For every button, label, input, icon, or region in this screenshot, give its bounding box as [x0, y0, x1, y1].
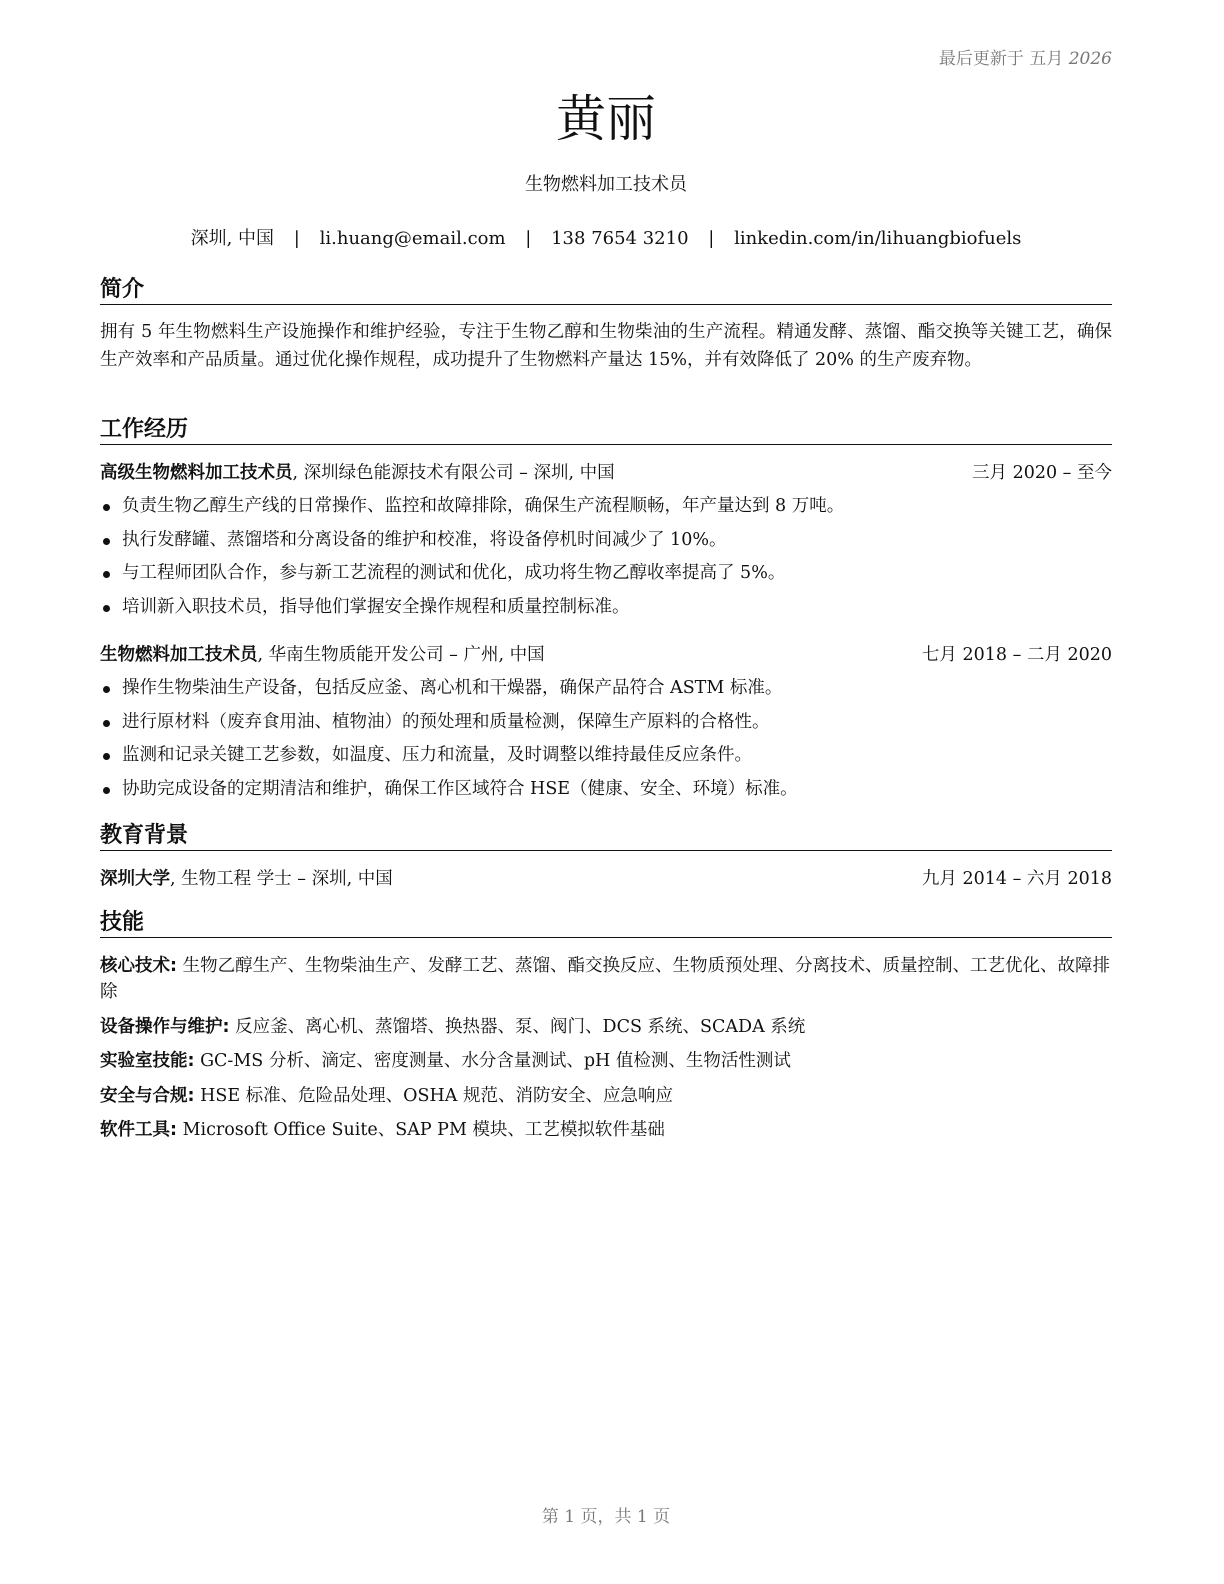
skill-value: 反应釜、离心机、蒸馏塔、换热器、泵、阀门、DCS 系统、SCADA 系统 — [229, 1016, 806, 1037]
job-header — [100, 460, 1112, 486]
job-entry — [100, 460, 1112, 624]
last-updated-prefix: 最后更新于 五月 — [938, 49, 1064, 69]
education-section — [100, 822, 1112, 892]
contact-separator: | — [293, 228, 300, 249]
contact-linkedin-link[interactable]: linkedin.com/in/lihuangbiofuels — [734, 228, 1022, 249]
contact-location: 深圳, 中国 — [190, 228, 275, 249]
summary-section — [100, 276, 1112, 374]
job-bullet: 执行发酵罐、蒸馏塔和分离设备的维护和校准，将设备停机时间减少了 10%。 — [100, 524, 1112, 558]
contact-email-link[interactable]: li.huang@email.com — [319, 228, 506, 249]
experience-section — [100, 416, 1112, 806]
contact-separator: | — [708, 228, 715, 249]
summary-text: 拥有 5 年生物燃料生产设施操作和维护经验，专注于生物乙醇和生物柴油的生产流程。精通发酵、蒸馏、酯交换等关键工艺，确保生产效率和产品质量。通过优化操作规程，成功提升了生物燃料产量达 15%，并有效降低了 20% 的生产废弃物。 — [100, 322, 1112, 370]
skills-list — [100, 953, 1112, 1143]
skill-value: 生物乙醇生产、生物柴油生产、发酵工艺、蒸馏、酯交换反应、生物质预处理、分离技术、质量控制、工艺优化、故障排除 — [100, 956, 1111, 1002]
skill-row — [100, 1048, 1112, 1074]
skill-label: 设备操作与维护: — [100, 1016, 230, 1037]
job-bullet: 进行原材料（废弃食用油、植物油）的预处理和质量检测，保障生产原料的合格性。 — [100, 706, 1112, 740]
skills-section — [100, 909, 1112, 1152]
skill-label: 实验室技能: — [100, 1051, 195, 1071]
section-title-experience: 工作经历 — [100, 416, 1112, 445]
job-bullet: 负责生物乙醇生产线的日常操作、监控和故障排除，确保生产流程顺畅，年产量达到 8 万吨。 — [100, 490, 1112, 524]
section-title-summary: 简介 — [100, 276, 1112, 305]
last-updated — [939, 44, 1112, 69]
job-bullet: 培训新入职技术员，指导他们掌握安全操作规程和质量控制标准。 — [100, 591, 1112, 625]
job-org: , 深圳绿色能源技术有限公司 – 深圳, 中国 — [292, 463, 615, 483]
education-school: 深圳大学 — [100, 869, 170, 889]
candidate-name: 黄丽 — [556, 90, 656, 148]
skill-value: HSE 标准、危险品处理、OSHA 规范、消防安全、应急响应 — [194, 1085, 673, 1106]
education-detail: , 生物工程 学士 – 深圳, 中国 — [170, 869, 393, 889]
education-dates: 九月 2014 – 六月 2018 — [921, 869, 1112, 889]
skill-row — [100, 1014, 1112, 1040]
contact-separator: | — [525, 228, 532, 249]
contact-phone: 138 7654 3210 — [551, 228, 689, 249]
job-title-line — [100, 642, 545, 668]
skill-row — [100, 953, 1112, 1005]
job-header — [100, 642, 1112, 668]
skill-label: 安全与合规: — [100, 1085, 195, 1106]
section-title-skills: 技能 — [100, 909, 1112, 938]
job-role: 高级生物燃料加工技术员 — [100, 463, 293, 483]
education-entry — [100, 866, 1112, 892]
job-bullet: 协助完成设备的定期清洁和维护，确保工作区域符合 HSE（健康、安全、环境）标准。 — [100, 773, 1112, 807]
page-footer: 第 1 页，共 1 页 — [541, 1507, 671, 1527]
last-updated-year: 2026 — [1068, 49, 1112, 69]
skill-value: GC-MS 分析、滴定、密度测量、水分含量测试、pH 值检测、生物活性测试 — [194, 1051, 791, 1071]
contact-line — [100, 224, 1112, 250]
candidate-headline: 生物燃料加工技术员 — [525, 174, 687, 195]
job-title-line — [100, 460, 615, 486]
job-bullets — [100, 672, 1112, 806]
job-org: , 华南生物质能开发公司 – 广州, 中国 — [257, 645, 545, 665]
skill-label: 核心技术: — [100, 956, 177, 976]
job-bullet: 监测和记录关键工艺参数，如温度、压力和流量，及时调整以维持最佳反应条件。 — [100, 739, 1112, 773]
job-entry — [100, 642, 1112, 806]
job-bullet: 操作生物柴油生产设备，包括反应釜、离心机和干燥器，确保产品符合 ASTM 标准。 — [100, 672, 1112, 706]
education-line — [100, 866, 393, 892]
resume-page — [100, 0, 1112, 1584]
job-bullets — [100, 490, 1112, 624]
skill-label: 软件工具: — [100, 1120, 177, 1140]
job-role: 生物燃料加工技术员 — [100, 645, 258, 665]
job-dates: 七月 2018 – 二月 2020 — [921, 645, 1112, 665]
skill-row — [100, 1083, 1112, 1109]
job-dates: 三月 2020 – 至今 — [972, 463, 1112, 483]
job-bullet: 与工程师团队合作，参与新工艺流程的测试和优化，成功将生物乙醇收率提高了 5%。 — [100, 557, 1112, 591]
skill-row — [100, 1117, 1112, 1143]
section-title-education: 教育背景 — [100, 822, 1112, 851]
skill-value: Microsoft Office Suite、SAP PM 模块、工艺模拟软件基础 — [177, 1120, 665, 1140]
